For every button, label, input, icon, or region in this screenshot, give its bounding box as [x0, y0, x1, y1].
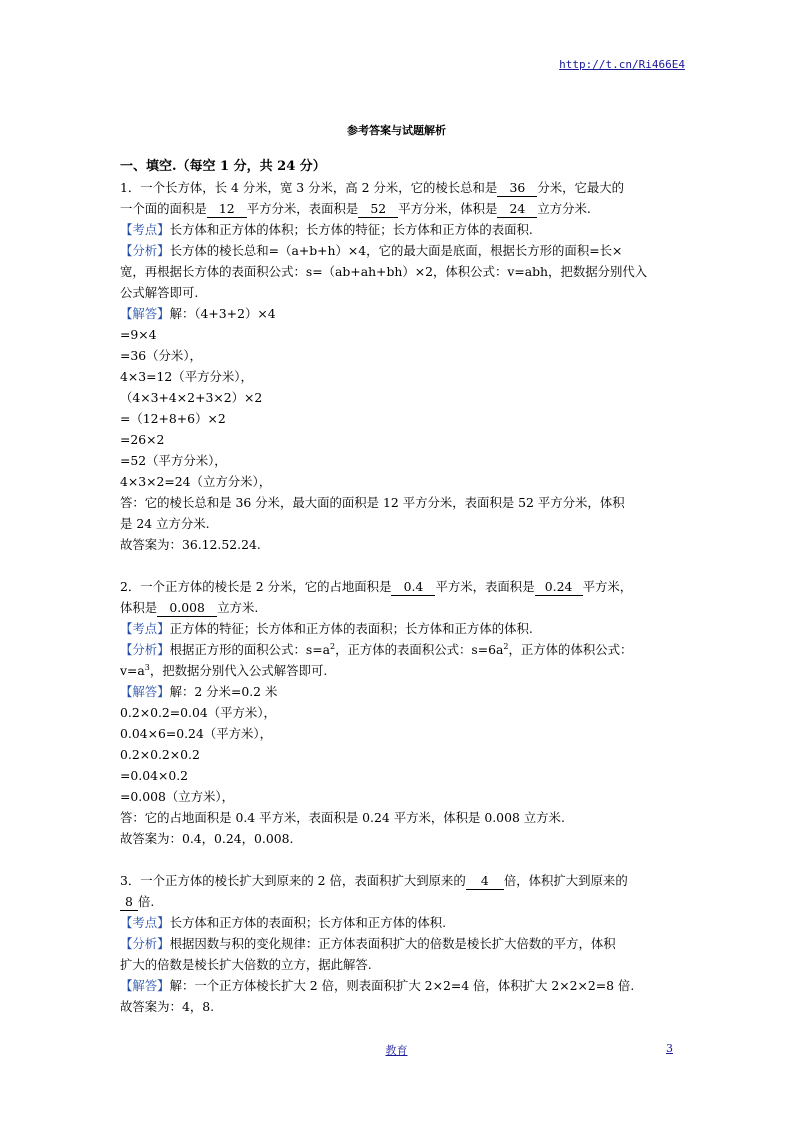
fenxi-text: 长方体的棱长总和=（a+b+h）×4，它的最大面是底面，根据长方形的面积=长×: [169, 243, 623, 258]
jieda-text: 解：2 分米=0.2 米: [169, 684, 278, 699]
q2-stem-line-2: [120, 597, 678, 618]
question-1: [120, 177, 678, 555]
q1-stem-text: 分米，它最大的: [537, 180, 625, 195]
q2-stem-text: 平方米，表面积是: [435, 579, 535, 594]
q1-solution-line: =9×4: [120, 327, 157, 342]
jieda-text: 解：（4+3+2）×4: [169, 306, 276, 321]
q1-blank-4: 24: [497, 201, 537, 218]
spacer: [120, 555, 678, 576]
fenxi-tag: 【分析】: [120, 642, 170, 657]
q2-blank-2: 0.24: [535, 579, 583, 596]
q1-stem-line-1: [120, 177, 678, 198]
fenxi-text: 根据因数与积的变化规律：正方体表面积扩大的倍数是棱长扩大倍数的平方，体积: [169, 936, 616, 951]
page-number: 3: [666, 1042, 673, 1055]
question-2: [120, 576, 678, 849]
q2-jieda: [120, 681, 678, 702]
kaodian-tag: 【考点】: [120, 621, 170, 636]
q3-stem-text: 倍，体积扩大到原来的: [503, 873, 628, 888]
kaodian-text: 正方体的特征；长方体和正方体的表面积；长方体和正方体的体积.: [169, 621, 533, 636]
q2-solution-line: =0.008（立方米），: [120, 789, 234, 804]
q1-solution-line: =36（分米），: [120, 348, 202, 363]
superscript: 2: [330, 641, 336, 651]
q1-solution-line: 4×3×2=24（立方分米），: [120, 474, 272, 489]
header-link[interactable]: http://t.cn/Ri466E4: [559, 58, 685, 71]
q1-stem-text: 1．一个长方体，长 4 分米，宽 3 分米，高 2 分米，它的棱长总和是: [120, 180, 498, 195]
q1-stem-text: 平方分米，体积是: [398, 201, 498, 216]
q1-stem-line-2: [120, 198, 678, 219]
q2-stem-text: 2．一个正方体的棱长是 2 分米，它的占地面积是: [120, 579, 392, 594]
fenxi-text: ，正方体的体积公式：: [508, 642, 633, 657]
q1-solution-line: =（12+8+6）×2: [120, 411, 226, 426]
q1-fenxi-3: 公式解答即可.: [120, 285, 199, 300]
document-body: [120, 156, 678, 1017]
q3-jieda: [120, 975, 678, 996]
q1-stem-text: 一个面的面积是: [120, 201, 207, 216]
q3-kaodian: [120, 912, 678, 933]
q1-fenxi-2: 宽，再根据长方体的表面积公式：s=（ab+ah+bh）×2，体积公式：v=abh，把数据分别代入: [120, 264, 648, 279]
q1-solution-line: 4×3=12（平方分米），: [120, 369, 253, 384]
q1-jieda: [120, 303, 678, 324]
q1-blank-1: 36: [497, 180, 537, 197]
q1-fenxi-1: [120, 240, 678, 261]
q1-final-answer: 故答案为：36.12.52.24.: [120, 537, 261, 552]
q3-blank-1: 4: [466, 873, 504, 890]
q1-solution-line: （4×3+4×2+3×2）×2: [120, 390, 263, 405]
q2-stem-line-1: [120, 576, 678, 597]
q3-stem-text: 3．一个正方体的棱长扩大到原来的 2 倍，表面积扩大到原来的: [120, 873, 466, 888]
fenxi-tag: 【分析】: [120, 936, 170, 951]
q1-answer-line: 答：它的棱长总和是 36 分米，最大面的面积是 12 平方分米，表面积是 52 平方分米，体积: [120, 495, 625, 510]
q2-blank-1: 0.4: [391, 579, 435, 596]
q2-kaodian: [120, 618, 678, 639]
superscript: 2: [503, 641, 509, 651]
q3-stem-line-1: [120, 870, 678, 891]
q2-solution-line: 0.2×0.2×0.2: [120, 747, 200, 762]
spacer: [120, 849, 678, 870]
q3-fenxi-1: [120, 933, 678, 954]
question-3: [120, 870, 678, 1017]
page-title: 参考答案与试题解析: [347, 124, 446, 137]
q2-fenxi-1: [120, 639, 678, 660]
fenxi-text: 根据正方形的面积公式：s=a: [169, 642, 330, 657]
q1-stem-text: 平方分米，表面积是: [246, 201, 359, 216]
jieda-tag: 【解答】: [120, 306, 170, 321]
fenxi-text: ，把数据分别代入公式解答即可.: [149, 663, 328, 678]
q1-stem-text: 立方分米.: [537, 201, 591, 216]
kaodian-tag: 【考点】: [120, 222, 170, 237]
q3-stem-text: 倍.: [138, 894, 155, 909]
q1-kaodian: [120, 219, 678, 240]
q3-final-answer: 故答案为：4，8.: [120, 999, 215, 1014]
q1-blank-2: 12: [207, 201, 247, 218]
q2-stem-text: 立方米.: [217, 600, 259, 615]
q2-fenxi-2: [120, 660, 678, 681]
q2-solution-line: =0.04×0.2: [120, 768, 189, 783]
q2-stem-text: 体积是: [120, 600, 158, 615]
kaodian-text: 长方体和正方体的表面积；长方体和正方体的体积.: [169, 915, 447, 930]
q1-answer-line: 是 24 立方分米.: [120, 516, 210, 531]
fenxi-tag: 【分析】: [120, 243, 170, 258]
q1-solution-line: =26×2: [120, 432, 165, 447]
q2-stem-text: 平方米，: [582, 579, 633, 594]
q1-blank-3: 52: [358, 201, 398, 218]
section-title: 一、填空.（每空 1 分，共 24 分）: [120, 159, 326, 174]
q1-solution-line: =52（平方分米），: [120, 453, 227, 468]
fenxi-text: v=a: [120, 663, 145, 678]
q2-solution-line: 0.04×6=0.24（平方米），: [120, 726, 272, 741]
q2-solution-line: 0.2×0.2=0.04（平方米），: [120, 705, 276, 720]
q2-final-answer: 故答案为：0.4，0.24，0.008.: [120, 831, 294, 846]
q2-answer-line: 答：它的占地面积是 0.4 平方米，表面积是 0.24 平方米，体积是 0.008 立方米.: [120, 810, 565, 825]
kaodian-text: 长方体和正方体的体积；长方体的特征；长方体和正方体的表面积.: [169, 222, 533, 237]
q3-blank-2: 8: [120, 894, 138, 911]
kaodian-tag: 【考点】: [120, 915, 170, 930]
jieda-text: 解：一个正方体棱长扩大 2 倍，则表面积扩大 2×2=4 倍，体积扩大 2×2×2=8 倍.: [169, 978, 635, 993]
jieda-tag: 【解答】: [120, 978, 170, 993]
q3-fenxi-2: 扩大的倍数是棱长扩大倍数的立方，据此解答.: [120, 957, 372, 972]
footer-link[interactable]: 教育: [385, 1044, 408, 1057]
superscript: 3: [144, 662, 150, 672]
fenxi-text: ，正方体的表面积公式：s=6a: [335, 642, 504, 657]
jieda-tag: 【解答】: [120, 684, 170, 699]
q2-blank-3: 0.008: [157, 600, 217, 617]
q3-stem-line-2: [120, 891, 678, 912]
